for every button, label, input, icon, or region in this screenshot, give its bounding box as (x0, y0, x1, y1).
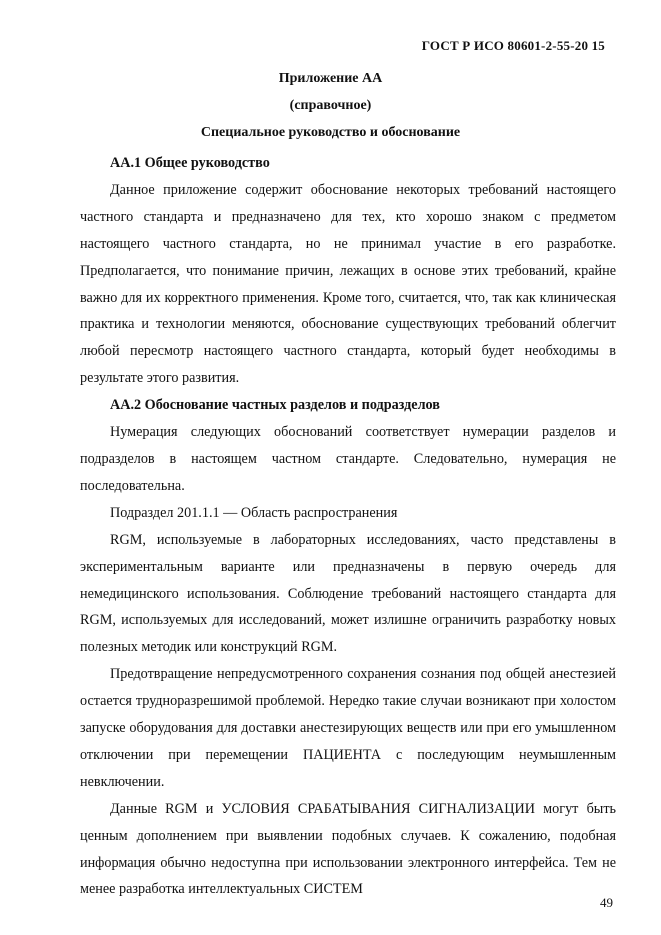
section-aa2-paragraph: Нумерация следующих обоснований соответствует нумерации разделов и подразделов в настоящем частном стандарте. Следовательно, нумерация не последовательна. (80, 424, 616, 494)
rgm-paragraph: RGM, используемые в лабораторных исследованиях, часто представлены в экспериментальным варианте или предназначены в первую очередь для немедицинского использования. Соблюдение требований настоящего стандарта для RGM, используемых для исследований, может излишне ограничить разработку новых полезных методик или конструкций RGM. (80, 531, 616, 656)
section-aa2-heading: АА.2 Обоснование частных разделов и подразделов (110, 397, 440, 414)
document-id-header: ГОСТ Р ИСО 80601-2-55-20 15 (421, 38, 605, 53)
prevention-paragraph: Предотвращение непредусмотренного сохранения сознания под общей анестезией остается трудноразрешимой проблемой. Нередко такие случаи возникают при холостом запуске оборудования для доставки анестезирующих веществ или при его умышленном отключении при перемещении ПАЦИЕНТА с последующим неумышленным невключении. (80, 666, 616, 790)
section-aa1-paragraph: Данное приложение содержит обоснование некоторых требований настоящего частного стандарта и предназначено для тех, кто хорошо знаком с предметом настоящего частного стандарта, но не принимал участие в его разработке. Предполагается, что понимание причин, лежащих в основе этих требований, крайне важно для их корректного применения. Кроме того, считается, что, так как клиническая практика и технологии меняются, обоснование существующих требований облегчит любой пересмотр настоящего частного стандарта, который будет необходимы в результате этого развития. (80, 181, 616, 387)
annex-title: Приложение АА (278, 71, 383, 86)
document-body (80, 150, 616, 903)
annex-type: (справочное) (289, 98, 372, 113)
page-number: 49 (600, 895, 613, 910)
section-aa1-heading: АА.1 Общее руководство (110, 155, 270, 171)
subsection-heading: Подраздел 201.1.1 — Область распространения (110, 504, 398, 521)
data-paragraph: Данные RGM и УСЛОВИЯ СРАБАТЫВАНИЯ СИГНАЛИЗАЦИИ могут быть ценным дополнением при выявлении подобных случаев. К сожалению, подобная информация обычно недоступна при использовании электронного интерфейса. Тем не менее разработка интеллектуальных СИСТЕМ (80, 800, 616, 898)
annex-name: Специальное руководство и обоснование (200, 125, 461, 140)
